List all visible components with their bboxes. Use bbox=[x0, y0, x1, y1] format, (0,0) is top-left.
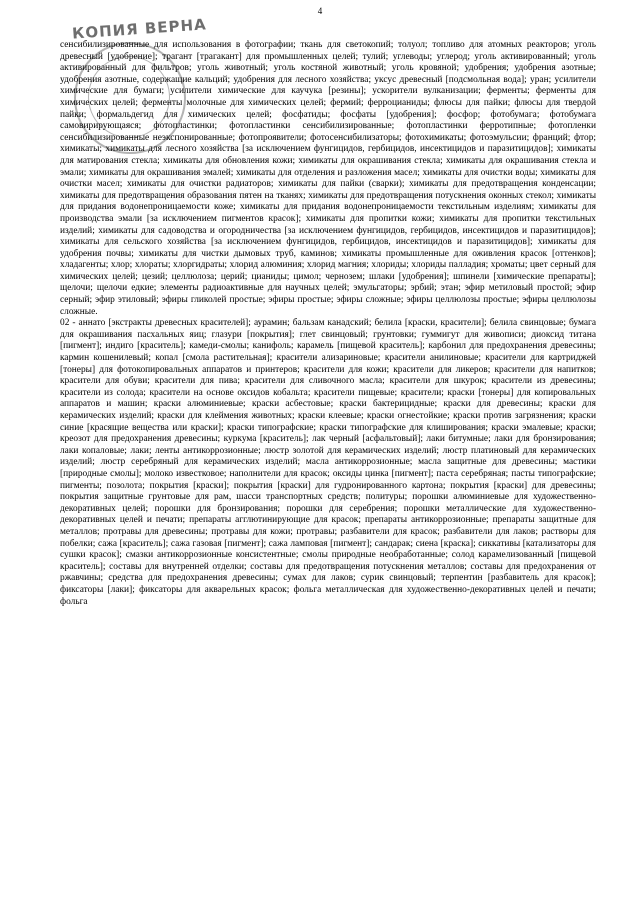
certification-stamp: КОПИЯ ВЕРНА bbox=[71, 15, 208, 43]
paragraph-class-02: 02 - аннато [экстракты древесных красителей]; аурамин; бальзам канадский; белила [краски, красители]; белила свинцовые; бумага для окрашивания пасхальных яиц; глазури [покрытия]; глет свинцовый; грунтовки; гуммигут для живописи; диоксид титана [пигмент]; индиго [краситель]; камеди-смолы; канифоль; карамель [пищевой краситель]; карбонил для предохранения древесины; кармин кошенилевый; копал [смола растительная]; красители ализариновые; красители анилиновые; красители для картриджей [тонеры] для фотокопировальных аппаратов и принтеров; красители для кожи; красители для ликеров; красители для напитков; красители для обуви; красители для пива; красители для сливочного масла; красители для шкурок; красители из древесины; красители из солода; красители на основе оксидов кобальта; красители пищевые; красители; краски [тонеры] для копировальных аппаратов и машин; краски алюминиевые; краски асбестовые; краски бактерицидные; краски для древесины; краски для керамических изделий; краски для клеймения животных; краски клеевые; краски огнестойкие; краски против загрязнения; краски синие [красящие вещества или краски]; краски типографские; краски типографские для клиширования; краски эмалевые; краски; креозот для предохранения древесины; куркума [краситель]; лак черный [асфальтовый]; лаки битумные; лаки для бронзирования; лаки копаловые; лаки; ленты антикоррозионные; люстр золотой для керамических изделий; люстр платиновый для керамических изделий; люстр серебряный для керамических изделий; масла антикоррозионные; масла защитные для древесины; мастики [природные смолы]; молоко известковое; наполнители для красок; оксиды цинка [пигмент]; паста серебряная; пасты типографские; пигменты; позолота; покрытия [краски]; покрытия [краски] для гудронированного картона; покрытия [краски] для древесины; покрытия защитные грунтовые для рам, шасси транспортных средств; политуры; порошки алюминиевые для художественно-декоративных целей; порошки для бронзирования; порошки для серебрения; порошки металлические для художественно-декоративных целей и печати; препараты агглютинирующие для красок; препараты антикоррозионные; препараты защитные для металлов; протравы для древесины; протравы для кожи; протравы; разбавители для красок; разбавители для лаков; растворы для побелки; сажа [краситель]; сажа газовая [пигмент]; сажа ламповая [пигмент]; сандарак; сиена [краска]; сиккативы [катализаторы для сушки красок]; смазки антикоррозионные консистентные; смолы природные необработанные; солод карамелизованный [пищевой краситель]; составы для внутренней отделки; составы для предотвращения потускнения металлов; составы для предохранения от ржавчины; средства для предохранения древесины; сумах для лаков; сурик свинцовый; терпентин [разбавитель для красок]; фиксаторы [лаки]; фиксаторы для акварельных красок; фольга металлическая для художественно-декоративных целей и печати; фольга bbox=[60, 318, 596, 607]
page-number: 4 bbox=[317, 6, 323, 16]
document-body bbox=[60, 40, 596, 608]
paragraph-class-01-continued: сенсибилизированные для использования в фотографии; ткань для светокопий; толуол; топливо для атомных реакторов; уголь древесный [удобрение]; трагант [трагакант] для промышленных целей; тулий; углеводы; углерод; уголь активированный; уголь активированный для фильтров; уголь животный; уголь костяной животный; уголь кровяной; удобрения; удобрения азотные; удобрения азотные, содержащие кальций; удобрения для лесного хозяйства; уксус древесный [подсмольная вода]; уран; усилители химические для бумаги; усилители химические для каучука [резины]; ускорители вулканизации; ферменты; ферменты для химических целей; ферменты молочные для химических целей; фермий; ферроцианиды; флюсы для пайки; флюсы для твердой пайки; формальдегид для химических целей; фосфатиды; фосфаты [удобрения]; фосфор; фотобумага; фотобумага самовирирующаяся; фотопластинки; фотопластинки сенсибилизированные; фотопластинки ферротипные; фотопленки сенсибилизированные неэкспонированные; фотопроявители; фотосенсибилизаторы; фотохимикаты; фотоэмульсии; франций; фтор; химикаты; химикаты для лесного хозяйства [за исключением фунгицидов, гербицидов, инсектицидов и паразитицидов]; химикаты для матирования стекла; химикаты для обновления кожи; химикаты для окрашивания стекла; химикаты для окрашивания стекла и эмали; химикаты для окрашивания эмалей; химикаты для отделения и разложения масел; химикаты для очистки воды; химикаты для очистки масел; химикаты для очистки радиаторов; химикаты для пайки (сварки); химикаты для предотвращения конденсации; химикаты для предотвращения образования пятен на тканях; химикаты для предотвращения потускнения оконных стекол; химикаты для придания водонепроницаемости коже; химикаты для придания водонепроницаемости текстильным изделиям; химикаты для производства эмали [за исключением пигментов красок]; химикаты для пропитки кожи; химикаты для пропитки текстильных изделий; химикаты для садоводства и огородничества [за исключением фунгицидов, гербицидов, инсектицидов и паразитицидов]; химикаты для сельского хозяйства [за исключением фунгицидов, гербицидов, инсектицидов и паразитицидов]; химикаты для удобрения почвы; химикаты для чистки дымовых труб, каминов; химикаты промышленные для оживления красок [оттенков]; хладагенты; хлор; хлораты; хлоргидраты; хлорид алюминия; хлорид магния; хлориды; хлориды палладия; хроматы; цвет серный для химических целей; цезий; целлюлоза; церий; цианиды; цимол; чернозем; шлаки [удобрения]; шпинели [химические препараты]; щелочи; щелочи едкие; элементы радиоактивные для научных целей; эмульгаторы; эрбий; этан; эфир метиловый простой; эфир серный; эфир этиловый; эфиры гликолей простые; эфиры простые; эфиры сложные; эфиры целлюлозы простые; эфиры целлюлозы сложные. bbox=[60, 40, 596, 317]
